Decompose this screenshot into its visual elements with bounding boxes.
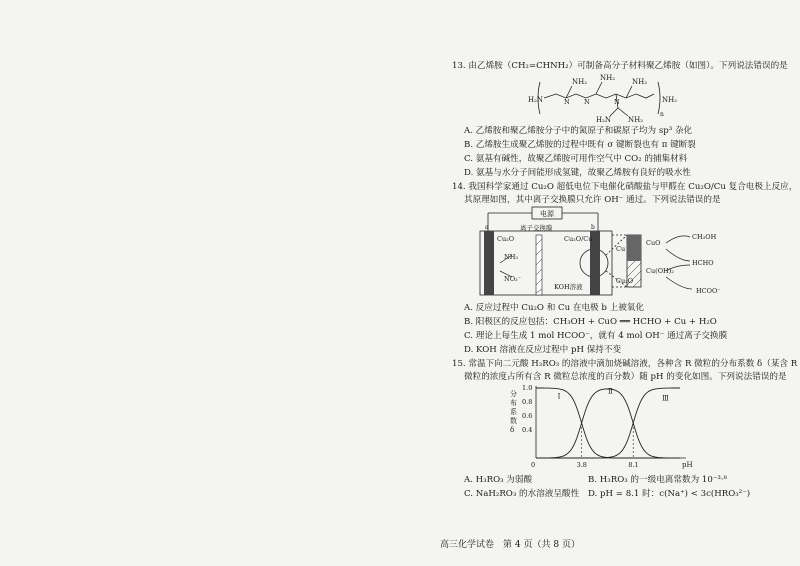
q14-stem-line2: 其原理如图，其中离子交换膜只允许 OH⁻ 通过。下列说法错误的是 [464, 195, 721, 205]
n-atom-3: N [614, 98, 620, 106]
no3-label: NO₃⁻ [504, 275, 522, 283]
hcho-label: HCHO [692, 259, 714, 267]
nh3-label: NH₃ [504, 253, 518, 261]
nh2-right: NH₂ [662, 96, 678, 104]
cuoh2-label: Cu(OH)₂ [646, 267, 674, 275]
repeat-n: n [660, 111, 664, 118]
electrolysis-diagram [470, 205, 740, 299]
q14-option-a: A. 反应过程中 Cu₂O 和 Cu 在电极 b 上被氧化 [464, 303, 644, 313]
q15-option-b: B. H₃RO₃ 的一级电离常数为 10⁻³·⁸ [588, 475, 727, 485]
cu-label: Cu [616, 245, 626, 253]
q15-option-a: A. H₃RO₃ 为弱酸 [464, 475, 533, 485]
cu2o-right-label: Cu₂O [616, 277, 634, 285]
hcoo-label: HCOO⁻ [696, 287, 721, 295]
y-tick-label-0: 0.4 [522, 426, 533, 434]
page-footer: 高三化学试卷 第 4 页（共 8 页） [440, 540, 580, 550]
q13-option-b: B. 乙烯胺生成聚乙烯胺的过程中既有 σ 键断裂也有 π 键断裂 [464, 140, 696, 150]
x-tick-label-2: 8.1 [628, 461, 639, 469]
q13-stem: 13. 由乙烯胺（CH₂=CHNH₂）可制备高分子材料聚乙烯胺（如图）。下列说法错误的是 [452, 61, 788, 71]
nh2-top-3: NH₂ [632, 78, 648, 86]
membrane-label: 离子交换膜 [520, 224, 553, 232]
electrode-b-label: b [591, 224, 595, 231]
q13-option-a: A. 乙烯胺和聚乙烯胺分子中的氮原子和碳原子均为 sp³ 杂化 [464, 126, 693, 136]
q14-stem-line1: 14. 我国科学家通过 Cu₂O 超低电位下电催化硝酸盐与甲醛在 Cu₂O/Cu 复合电极上反应， [452, 182, 798, 192]
n-atom-1: N [564, 98, 570, 106]
x-tick-label-0: 0 [531, 461, 536, 469]
y-axis-label-char-2: 系 [510, 408, 517, 416]
koh-label: KOH溶液 [554, 283, 583, 291]
y-axis-label-char-3: 数 [510, 417, 517, 425]
series-3-label: Ⅲ [662, 394, 669, 403]
h2n-bottom: H₂N [596, 116, 612, 124]
y-tick-label-3: 1.0 [522, 384, 533, 392]
series-2-label: Ⅱ [608, 387, 613, 396]
cu2o-cu-label: Cu₂O/Cu [564, 235, 593, 243]
y-tick-label-1: 0.6 [522, 412, 533, 420]
y-tick-label-2: 0.8 [522, 398, 533, 406]
distribution-chart [508, 382, 698, 472]
electrode-a-label: a [485, 224, 489, 231]
nh2-bottom: NH₂ [628, 116, 644, 124]
q15-stem-line1: 15. 常温下向二元酸 H₃RO₃ 的溶液中滴加烧碱溶液，各种含 R 微粒的分布系数 δ（某含 R [452, 359, 798, 369]
x-tick-label-1: 3.8 [576, 461, 587, 469]
q14-option-b: B. 阳极区的反应包括：CH₃OH + CuO ══ HCHO + Cu + H₂O [464, 317, 717, 327]
cuo-label: CuO [646, 239, 661, 247]
series-1-label: Ⅰ [557, 392, 561, 401]
q15-option-d: D. pH = 8.1 时：c(Na⁺) < 3c(HRO₃²⁻) [588, 489, 751, 499]
nh2-top-2: NH₂ [600, 74, 616, 82]
h2n-left: H₂N [528, 96, 544, 104]
y-axis-label-char-4: δ [510, 426, 515, 434]
cu2o-left-label: Cu₂O [497, 235, 515, 243]
q13-option-c: C. 氨基有碱性，故聚乙烯胺可用作空气中 CO₂ 的捕集材料 [464, 154, 688, 164]
ch3oh-label: CH₃OH [692, 233, 717, 241]
q14-option-d: D. KOH 溶液在反应过程中 pH 保持不变 [464, 345, 622, 355]
x-axis-label: pH [682, 461, 693, 469]
nh2-top-1: NH₂ [572, 78, 588, 86]
q13-option-d: D. 氨基与水分子间能形成氢键，故聚乙烯胺有良好的吸水性 [464, 168, 691, 178]
q14-option-c: C. 理论上每生成 1 mol HCOO⁻，就有 4 mol OH⁻ 通过离子交换膜 [464, 331, 728, 341]
n-atom-2: N [584, 98, 590, 106]
q15-option-c: C. NaH₂RO₃ 的水溶液呈酸性 [464, 489, 580, 499]
y-axis-label-char-0: 分 [510, 390, 517, 398]
polyvinylamine-structure [528, 72, 693, 124]
q15-stem-line2: 微粒的浓度占所有含 R 微粒总浓度的百分数）随 pH 的变化如图。下列说法错误的是 [464, 372, 787, 382]
power-supply-label: 电源 [540, 210, 554, 218]
y-axis-label-char-1: 布 [510, 399, 517, 407]
